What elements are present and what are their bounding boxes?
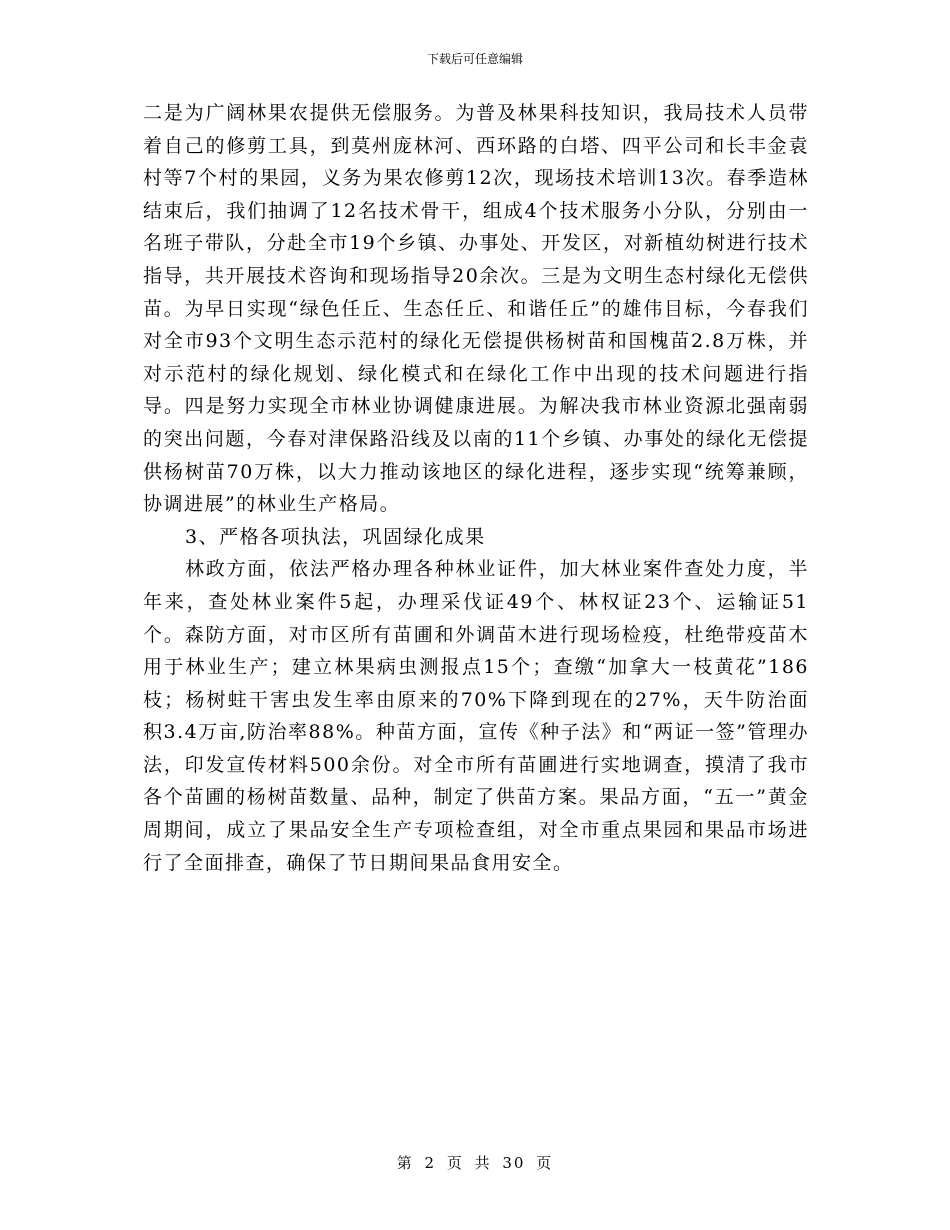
page-header-note: 下载后可任意编辑 bbox=[426, 52, 523, 66]
document-body bbox=[143, 97, 809, 879]
paragraph-law-enforcement: 林政方面，依法严格办理各种林业证件，加大林业案件查处力度，半年来，查处林业案件5起，办理采伐证49个、林权证23个、运输证51个。森防方面，对市区所有苗圃和外调苗木进行现场检疫，杜绝带疫苗木用于林业生产；建立林果病虫测报点15个；查缴“加拿大一枝黄花”186枝；杨树蛀干害虫发生率由原来的70%下降到现在的27%，天牛防治面积3.4万亩,防治率88%。种苗方面，宣传《种子法》和“两证一签”管理办法，印发宣传材料500余份。对全市所有苗圃进行实地调查，摸清了我市各个苗圃的杨树苗数量、品种，制定了供苗方案。果品方面，“五一”黄金周期间，成立了果品安全生产专项检查组，对全市重点果园和果品市场进行了全面排查，确保了节日期间果品食用安全。 bbox=[143, 558, 809, 874]
page-number-footer: 第 2 页 共 30 页 bbox=[396, 1154, 554, 1172]
paragraph-free-services: 二是为广阔林果农提供无偿服务。为普及林果科技知识，我局技术人员带着自己的修剪工具，到莫州庞林河、西环路的白塔、四平公司和长丰金袁村等7个村的果园，义务为果农修剪12次，现场技术培训13次。春季造林结束后，我们抽调了12名技术骨干，组成4个技术服务小分队，分别由一名班子带队，分赴全市19个乡镇、办事处、开发区，对新植幼树进行技术指导，共开展技术咨询和现场指导20余次。三是为文明生态村绿化无偿供苗。为早日实现“绿色任丘、生态任丘、和谐任丘”的雄伟目标，今春我们对全市93个文明生态示范村的绿化无偿提供杨树苗和国槐苗2.8万株，并对示范村的绿化规划、绿化模式和在绿化工作中出现的技术问题进行指导。四是努力实现全市林业协调健康进展。为解决我市林业资源北强南弱的突出问题，今春对津保路沿线及以南的11个乡镇、办事处的绿化无偿提供杨树苗70万株，以大力推动该地区的绿化进程，逐步实现“统筹兼顾，协调进展”的林业生产格局。 bbox=[143, 102, 809, 516]
section-heading-law-enforcement: 3、严格各项执法，巩固绿化成果 bbox=[185, 525, 486, 548]
